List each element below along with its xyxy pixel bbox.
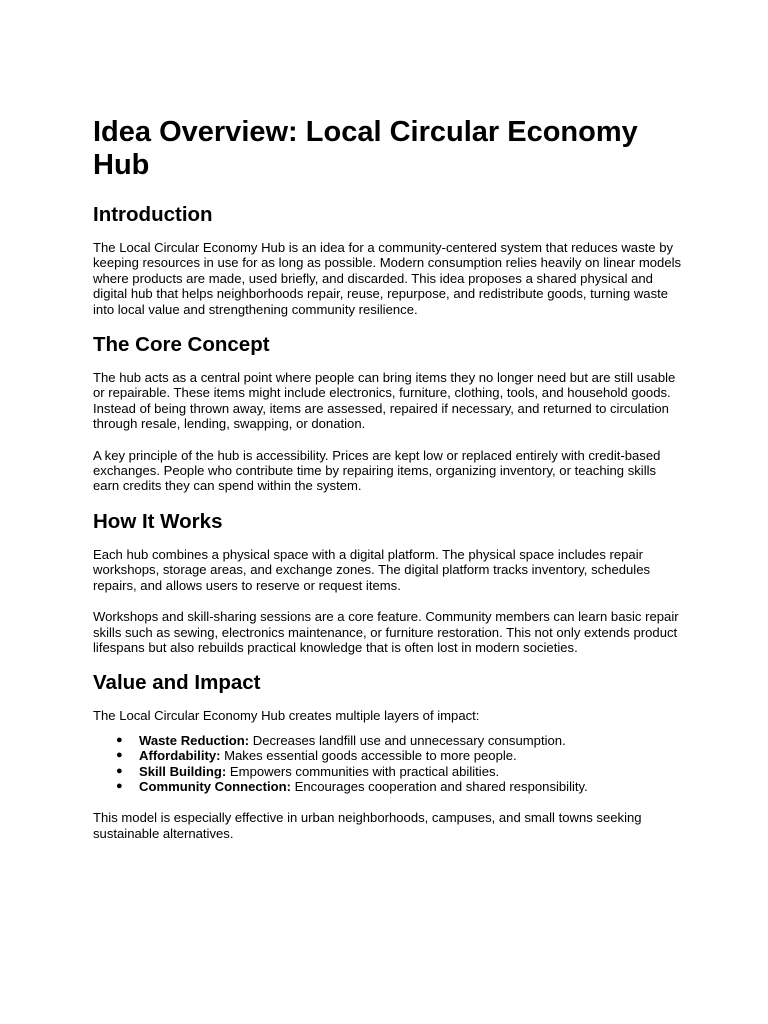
list-item-text: Empowers communities with practical abilities. (226, 763, 500, 779)
paragraph: Workshops and skill-sharing sessions are a core feature. Community members can learn basic repair skills such as sewing, electronics maintenance, or furniture restoration. This not only extends product lifespans but also rebuilds practical knowledge that is often lost in modern societies. (93, 609, 679, 655)
document-page (93, 116, 683, 857)
paragraph: A key principle of the hub is accessibility. Prices are kept low or replaced entirely with credit-based exchanges. People who contribute time by repairing items, organizing inventory, or teaching skills earn credits they can spend within the system. (93, 447, 661, 494)
paragraph: The Local Circular Economy Hub is an idea for a community-centered system that reduces waste by keeping resources in use for as long as possible. Modern consumption relies heavily on linear models where products are made, used briefly, and discarded. This idea proposes a shared physical and digital hub that helps neighborhoods repair, reuse, repurpose, and redistribute goods, turning waste into local value and strengthening community resilience. (93, 240, 682, 317)
paragraph: The hub acts as a central point where people can bring items they no longer need but are still usable or repairable. These items might include electronics, furniture, clothing, tools, and household goods. Instead of being thrown away, items are assessed, repaired if necessary, and returned to circulation through resale, lending, swapping, or donation. (93, 370, 676, 432)
list-item-text: Encourages cooperation and shared responsibility. (291, 778, 588, 794)
list-item-text: Decreases landfill use and unnecessary consumption. (249, 732, 566, 748)
list-item (116, 748, 683, 763)
list-item (116, 764, 683, 779)
paragraph: This model is especially effective in urban neighborhoods, campuses, and small towns seeking sustainable alternatives. (93, 810, 642, 841)
section-heading: Value and Impact (93, 671, 261, 695)
section-heading: The Core Concept (93, 333, 270, 357)
section-heading: How It Works (93, 509, 223, 533)
list-item-text: Makes essential goods accessible to more people. (220, 748, 517, 764)
list-item (116, 779, 683, 794)
bullet-icon: ● (116, 779, 123, 792)
bullet-icon: ● (116, 749, 123, 762)
section-value-impact (93, 671, 683, 841)
section-heading: Introduction (93, 203, 213, 226)
section-how-it-works (93, 510, 683, 655)
list-item-term: Community Connection: (139, 778, 292, 794)
bullet-icon: ● (116, 733, 123, 746)
list-item-term: Waste Reduction: (139, 732, 250, 748)
list-item-term: Skill Building: (139, 763, 227, 779)
list-item-term: Affordability: (139, 748, 221, 764)
paragraph: Each hub combines a physical space with a digital platform. The physical space includes repair workshops, storage areas, and exchange zones. The digital platform tracks inventory, schedules repairs, and allows users to reserve or request items. (93, 546, 651, 593)
document-title: Idea Overview: Local Circular Economy Hub (93, 116, 638, 181)
section-introduction (93, 203, 683, 317)
section-core-concept (93, 333, 683, 494)
list-item (116, 733, 683, 748)
bullet-icon: ● (116, 764, 123, 777)
impact-list (93, 733, 683, 795)
paragraph: The Local Circular Economy Hub creates multiple layers of impact: (93, 708, 480, 724)
